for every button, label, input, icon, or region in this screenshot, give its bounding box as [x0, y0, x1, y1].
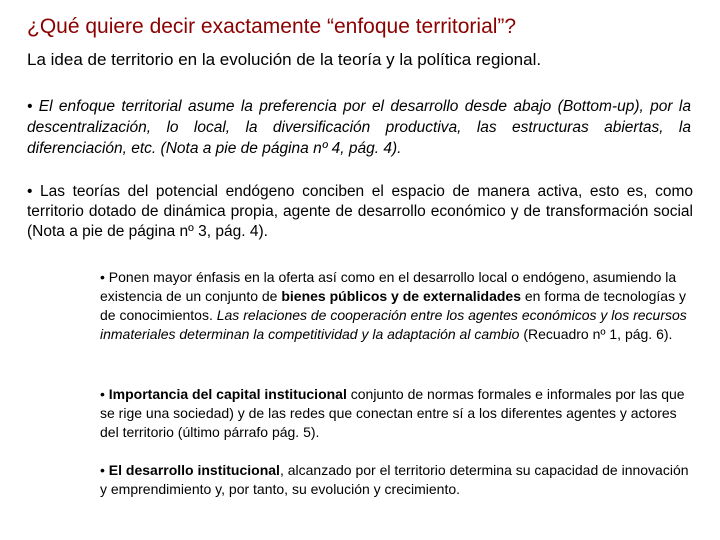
- sub-bullet-text: en forma de tecnologías y de conocimientos.: [100, 288, 686, 323]
- sub-bullet-prefix: •: [100, 462, 109, 478]
- sub-bullet-desarrollo-institucional: [100, 461, 690, 499]
- sub-bullet-bold: bienes públicos y de externalidades: [281, 288, 521, 304]
- slide-title: ¿Qué quiere decir exactamente “enfoque territorial”?: [27, 15, 517, 38]
- sub-bullet-prefix: •: [100, 386, 109, 402]
- sub-bullet-text: , alcanzado por el territorio determina su capacidad de innovación y emprendimiento y, por tanto, su evolución y crecimiento.: [100, 462, 689, 497]
- sub-bullet-italic: Las relaciones de cooperación entre los agentes económicos y los recursos inmateriales determinan la competitividad y la adaptación al cambio: [100, 307, 687, 342]
- bullet-potencial-endogeno: • Las teorías del potencial endógeno conciben el espacio de manera activa, esto es, como territorio dotado de dinámica propia, agente de desarrollo económico y de transformación social (Nota a pie de página nº 3, pág. 4).: [27, 183, 693, 240]
- sub-bullet-bold: El desarrollo institucional: [108, 462, 280, 478]
- sub-bullet-oferta: [100, 268, 690, 344]
- sub-bullet-bold: Importancia del capital institucional: [108, 386, 347, 402]
- slide-subtitle: La idea de territorio en la evolución de la teoría y la política regional.: [27, 50, 542, 69]
- sub-bullet-text: • Ponen mayor énfasis en la oferta así como en el desarrollo local o endógeno, asumiendo la existencia de un conjunto de: [100, 269, 677, 304]
- bullet-enfoque-territorial: • El enfoque territorial asume la preferencia por el desarrollo desde abajo (Bottom-up), por la descentralización, lo local, la diversificación productiva, las estructuras abiertas, la diferenciación, etc. (Nota a pie de página nº 4, pág. 4).: [27, 98, 691, 157]
- sub-bullet-text: conjunto de normas formales e informales por las que se rige una sociedad) y de las redes que conectan entre sí a los diferentes agentes y actores del territorio (último párrafo pág. 5).: [100, 386, 685, 440]
- sub-bullet-text: (Recuadro nº 1, pág. 6).: [519, 326, 673, 342]
- sub-bullet-capital-institucional: [100, 385, 690, 442]
